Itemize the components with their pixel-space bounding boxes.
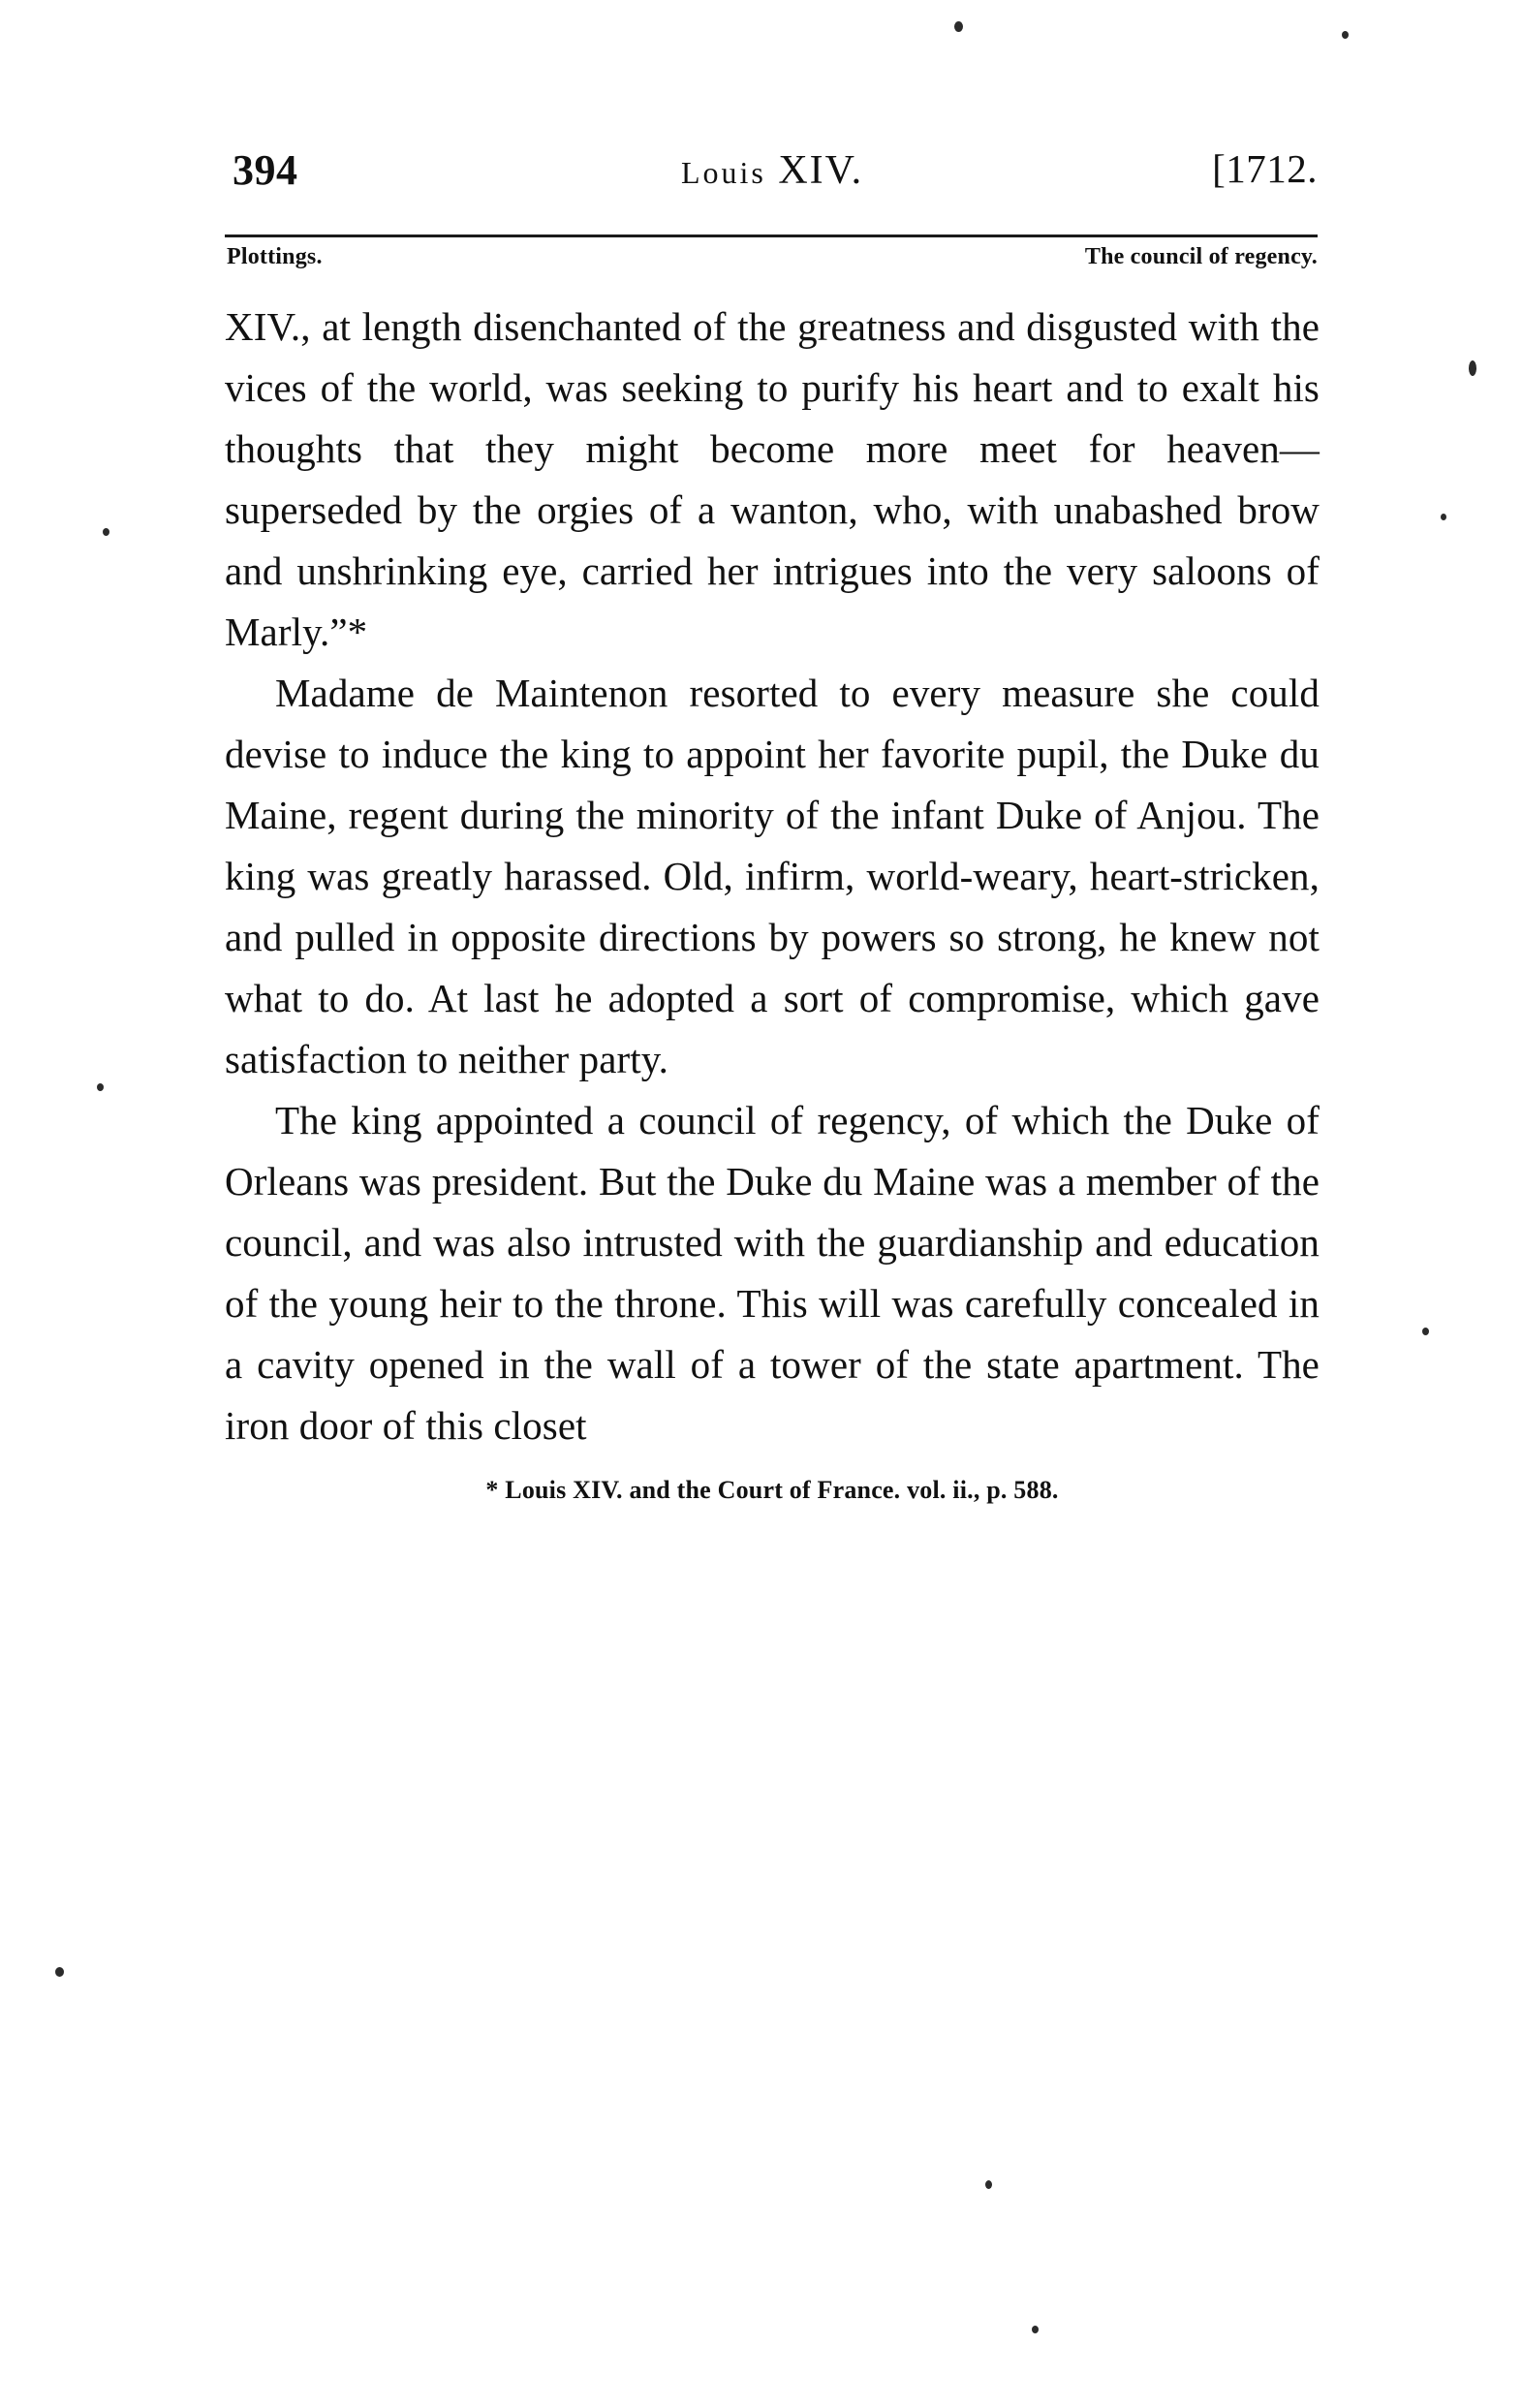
year-marker: [1712.	[1212, 146, 1318, 191]
body-text	[225, 297, 1320, 1456]
page-content	[225, 145, 1320, 1505]
scan-speck-icon	[1032, 2326, 1039, 2333]
header-rule	[225, 235, 1318, 237]
sidehead-left: Plottings.	[227, 244, 323, 269]
scan-speck-icon	[1469, 360, 1476, 376]
scan-speck-icon	[55, 1967, 64, 1977]
page-number: 394	[233, 146, 298, 194]
paragraph: The king appointed a council of regency, of which the Duke of Orleans was president. But the Duke du Maine was a member of the council, and was also intrusted with the guardianship and education of the young heir to the throne. This will was carefully concealed in a cavity opened in the wall of a tower of the state apartment. The iron door of this closet	[225, 1098, 1320, 1448]
footnote: * Louis XIV. and the Court of France. vol. ii., p. 588.	[485, 1476, 1059, 1504]
scan-speck-icon	[97, 1083, 104, 1091]
paragraph: Madame de Maintenon resorted to every measure she could devise to induce the king to appoint her favorite pupil, the Duke du Maine, regent during the minority of the infant Duke of Anjou. The king was greatly harassed. Old, infirm, world-weary, heart-stricken, and pulled in opposite directions by powers so strong, he knew not what to do. At last he adopted a sort of compromise, which gave satisfaction to neither party.	[225, 671, 1320, 1081]
scan-speck-icon	[954, 21, 963, 32]
scan-speck-icon	[1422, 1328, 1429, 1335]
running-title	[225, 147, 1320, 194]
sidehead-right: The council of regency.	[1084, 244, 1318, 269]
scan-speck-icon	[985, 2180, 992, 2189]
side-headings	[225, 244, 1320, 287]
scan-speck-icon	[103, 528, 109, 536]
running-title-small-caps: Louis	[680, 155, 766, 190]
running-title-main: XIV.	[778, 148, 864, 193]
scan-speck-icon	[1342, 31, 1349, 39]
paragraph: XIV., at length disenchanted of the greatness and disgusted with the vices of the world, was seeking to purify his heart and to exalt his thoughts that they might become more meet for heaven—superseded by the orgies of a wanton, who, with unabashed brow and unshrinking eye, carried her intrigues into the very saloons of Marly.”*	[225, 304, 1320, 654]
scan-speck-icon	[1441, 514, 1446, 520]
running-head	[225, 145, 1320, 221]
